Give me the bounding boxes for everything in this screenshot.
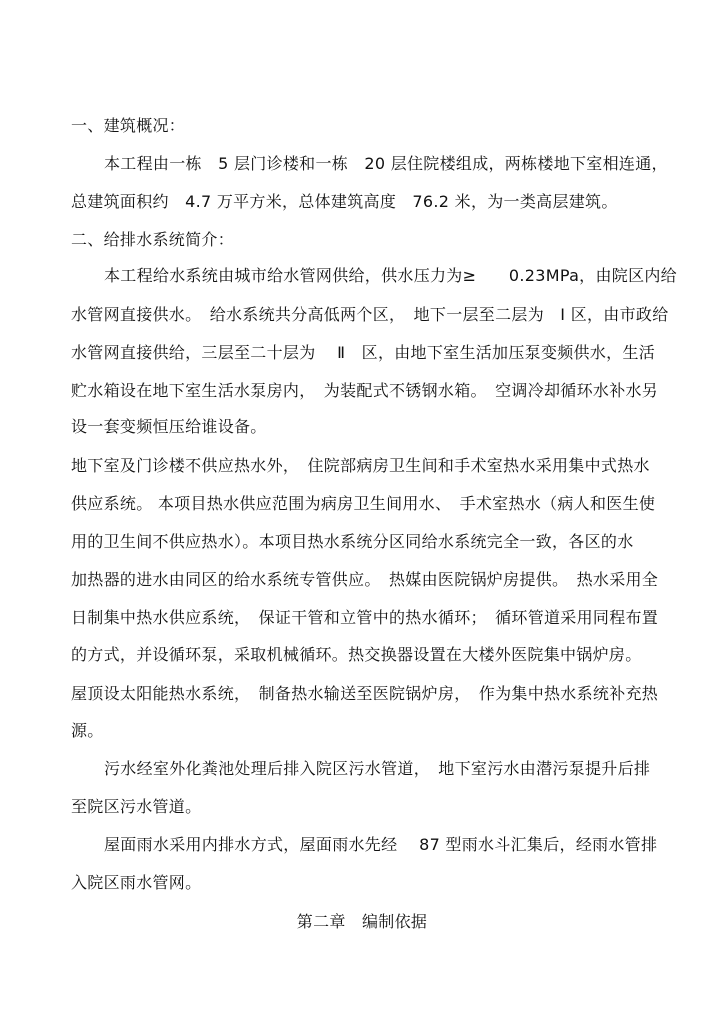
- section-heading-building-overview: 一、建筑概况：: [71, 116, 186, 135]
- paragraph-line: 水管网直接供水。 给水系统共分高低两个区， 地下一层至二层为 Ⅰ 区，由市政给: [71, 305, 669, 324]
- paragraph-line: 水管网直接供给，三层至二十层为 Ⅱ 区，由地下室生活加压泵变频供水，生活: [71, 343, 656, 362]
- paragraph-line: 日制集中热水供应系统， 保证干管和立管中的热水循环； 循环管道采用同程布置: [71, 608, 659, 627]
- paragraph-line: 加热器的进水由同区的给水系统专管供应。 热媒由医院锅炉房提供。 热水采用全: [71, 570, 659, 589]
- paragraph-line: 本工程给水系统由城市给水管网供给，供水压力为≥ 0.23MPa，由院区内给: [104, 266, 677, 285]
- paragraph-line: 设一套变频恒压给谁设备。: [71, 417, 267, 436]
- paragraph-line: 的方式，并设循环泵，采取机械循环。热交换器设置在大楼外医院集中锅炉房。: [71, 645, 642, 664]
- section-heading-plumbing-intro: 二、给排水系统简介：: [71, 230, 235, 249]
- paragraph-line: 屋面雨水采用内排水方式，屋面雨水先经 87 型雨水斗汇集后，经雨水管排: [104, 835, 658, 854]
- chapter-heading: 第二章 编制依据: [296, 912, 428, 931]
- paragraph-line: 源。: [71, 721, 104, 740]
- paragraph-line: 供应系统。 本项目热水供应范围为病房卫生间用水、 手术室热水（病人和医生使: [71, 494, 656, 513]
- paragraph-line: 贮水箱设在地下室生活水泵房内， 为装配式不锈钢水箱。 空调冷却循环水补水另: [71, 381, 659, 400]
- paragraph-line: 至院区污水管道。: [71, 797, 202, 816]
- paragraph-line: 污水经室外化粪池处理后排入院区污水管道， 地下室污水由潜污泵提升后排: [104, 759, 651, 778]
- paragraph-line: 用的卫生间不供应热水）。本项目热水系统分区同给水系统完全一致，各区的水: [71, 532, 634, 551]
- paragraph-line: 屋顶设太阳能热水系统， 制备热水输送至医院锅炉房， 作为集中热水系统补充热: [71, 684, 659, 703]
- paragraph-line: 总建筑面积约 4.7 万平方米，总体建筑高度 76.2 米，为一类高层建筑。: [71, 192, 618, 211]
- paragraph-line: 地下室及门诊楼不供应热水外， 住院部病房卫生间和手术室热水采用集中式热水: [71, 456, 650, 475]
- paragraph-line: 入院区雨水管网。: [71, 873, 202, 892]
- paragraph-line: 本工程由一栋 5 层门诊楼和一栋 20 层住院楼组成，两栋楼地下室相连通，: [104, 154, 668, 173]
